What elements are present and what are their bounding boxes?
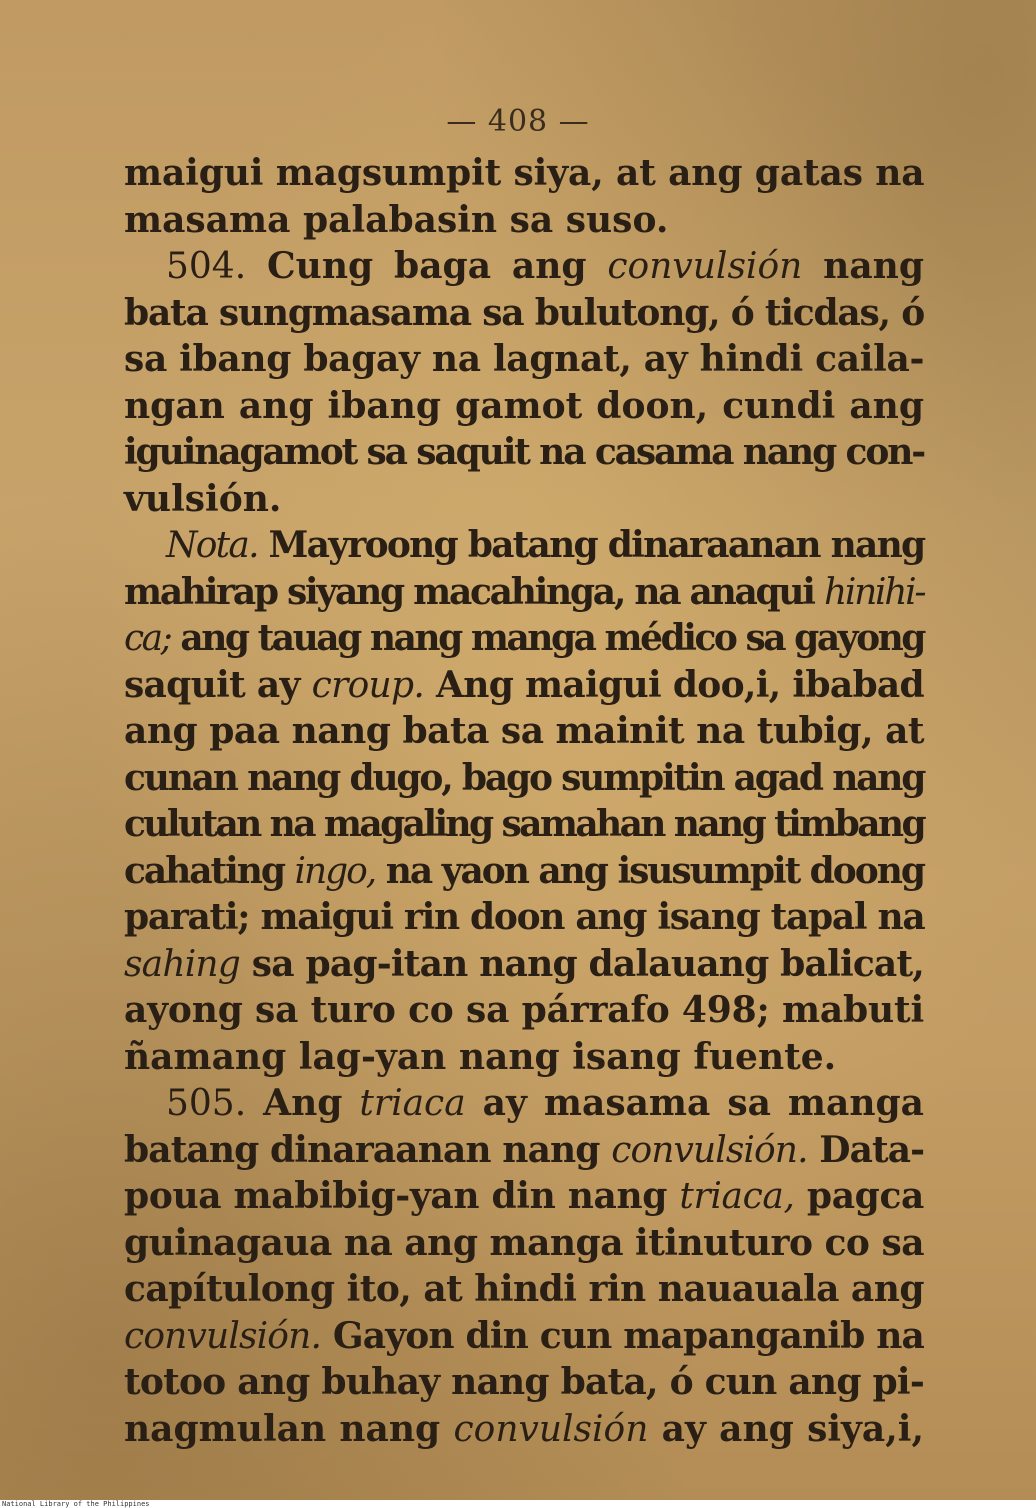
text-line: sahing sa pag-itan nang dalauang balicat, — [124, 942, 925, 985]
italic-term: convulsión. — [611, 1129, 808, 1171]
text-line: bata sungmasama sa bulutong, ó ticdas, ó — [124, 291, 924, 334]
text-line: ang paa nang bata sa mainit na tubig, at — [124, 710, 925, 752]
text-line: masama palabasin sa suso. — [124, 198, 669, 241]
text-line: cunan nang dugo, bago sumpitin agad nang — [124, 756, 925, 799]
nota-start: Nota. Mayroong batang dinaraanan nang — [166, 524, 925, 566]
paragraph-504-start: 504. Cung baga ang convulsión nang — [166, 245, 924, 287]
text-line: totoo ang buhay nang bata, ó cun ang pi- — [124, 1361, 924, 1403]
text-line: culutan na magaling samahan nang timbang — [124, 803, 924, 845]
text-line: ca; ang tauag nang manga médico sa gayong — [124, 617, 924, 659]
library-credit: National Library of the Philippines — [2, 1500, 150, 1508]
page-number: — 408 — — [446, 104, 590, 139]
italic-term: triaca, — [679, 1176, 795, 1217]
text-line: guinagaua na ang manga itinuturo co sa — [124, 1221, 924, 1264]
body-text — [124, 150, 924, 1452]
text-line: saquit ay croup. Ang maigui doo,i, ibabad — [124, 663, 925, 706]
text-line: cahating ingo, na yaon ang isusumpit doong — [124, 849, 924, 892]
paragraph-505-start: 505. Ang triaca ay masama sa manga — [166, 1082, 924, 1124]
text-line: ayong sa turo co sa párrafo 498; mabuti — [124, 989, 924, 1031]
italic-term: Nota. — [166, 525, 258, 566]
text-line: convulsión. Gayon din cun mapanganib na — [124, 1314, 924, 1357]
text-line: mahirap siyang macahinga, na anaqui hinihi- — [124, 570, 925, 613]
text-line: nagmulan nang convulsión ay ang siya,i, — [124, 1407, 925, 1450]
italic-term: convulsión. — [124, 1315, 322, 1357]
italic-term: convulsión — [607, 246, 803, 287]
text-line: capítulong ito, at hindi rin nauauala ang — [124, 1268, 924, 1310]
italic-term: convulsión — [453, 1408, 649, 1450]
paragraph-number: 505. — [166, 1083, 247, 1124]
italic-term: ca; — [124, 618, 171, 659]
text-line: parati; maigui rin doon ang isang tapal na — [124, 896, 925, 938]
text-line: batang dinaraanan nang convulsión. Data- — [124, 1128, 925, 1171]
text-line: iguinagamot sa saquit na casama nang con- — [124, 431, 925, 473]
italic-term: sahing — [124, 943, 241, 985]
italic-term: croup. — [311, 664, 425, 706]
text-line: sa ibang bagay na lagnat, ay hindi caila- — [124, 338, 925, 380]
text-line: maigui magsumpit siya, at ang gatas na — [124, 152, 925, 194]
italic-term: hinihi- — [823, 571, 925, 613]
text-line: poua mabibig-yan din nang triaca, pagca — [124, 1175, 925, 1217]
italic-term: triaca — [359, 1083, 466, 1124]
text-line: vulsión. — [124, 477, 282, 520]
text-line: ñamang lag-yan nang isang fuente. — [124, 1035, 837, 1078]
text-line: ngan ang ibang gamot doon, cundi ang — [124, 384, 924, 427]
paragraph-number: 504. — [166, 246, 247, 287]
italic-term: ingo, — [294, 850, 376, 892]
